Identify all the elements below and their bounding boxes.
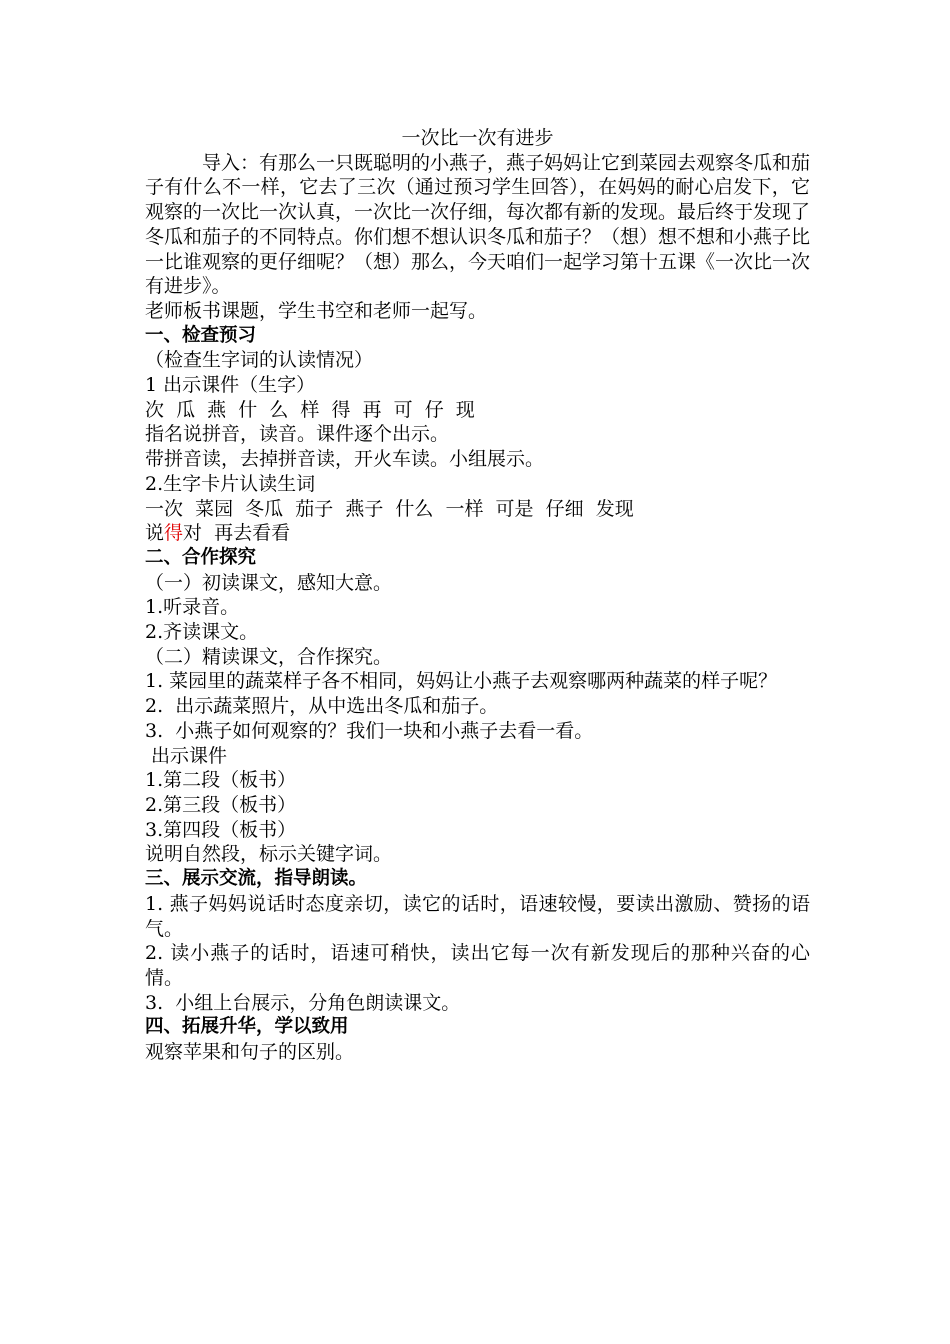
highlighted-character: 得 xyxy=(164,522,184,545)
section2-c3: 3.第四段（板书） xyxy=(145,818,297,841)
section2-p1-1: 1.听录音。 xyxy=(145,596,240,619)
section3-p3: 3. 小组上台展示，分角色朗读课文。 xyxy=(145,991,461,1014)
document-page xyxy=(145,126,810,1065)
section2-p2-3: 3. 小燕子如何观察的？我们一块和小燕子去看一看。 xyxy=(145,719,594,742)
section1-note1: 指名说拼音，读音。课件逐个出示。 xyxy=(145,423,450,446)
section2-c1: 1.第二段（板书） xyxy=(145,769,297,792)
section2-part1: （一）初读课文，感知大意。 xyxy=(145,571,393,594)
section1-item1: 1 出示课件（生字） xyxy=(145,374,316,397)
section-heading-3: 三、展示交流，指导朗读。 xyxy=(145,868,368,890)
words2-pre: 说 xyxy=(145,522,165,545)
section2-p2-2: 2. 出示蔬菜照片，从中选出冬瓜和茄子。 xyxy=(145,695,499,718)
new-words: 一次 菜园 冬瓜 茄子 燕子 什么 一样 可是 仔细 发现 xyxy=(145,497,634,520)
words2-post: 对 再去看看 xyxy=(183,522,291,545)
section1-item2: 2.生字卡片认读生词 xyxy=(145,472,316,495)
section-heading-1: 一、检查预习 xyxy=(145,324,257,346)
document-title: 一次比一次有进步 xyxy=(401,127,554,149)
section2-explain: 说明自然段，标示关键字词。 xyxy=(145,843,393,866)
section1-sub: （检查生字词的认读情况） xyxy=(145,349,374,372)
section3-p1: 1. 燕子妈妈说话时态度亲切，读它的话时，语速较慢，要读出激励、赞扬的语气。 xyxy=(145,892,810,940)
new-characters: 次 瓜 燕 什 么 样 得 再 可 仔 现 xyxy=(145,398,475,421)
section2-courseware: 出示课件 xyxy=(145,744,228,767)
section2-part2: （二）精读课文，合作探究。 xyxy=(145,645,393,668)
section3-p2: 2. 读小燕子的话时，语速可稍快，读出它每一次有新发现后的那种兴奋的心情。 xyxy=(145,942,810,989)
board-note: 老师板书课题，学生书空和老师一起写。 xyxy=(145,299,488,322)
section2-p2-1: 1. 菜园里的蔬菜样子各不相同，妈妈让小燕子去观察哪两种蔬菜的样子呢？ xyxy=(145,670,778,693)
section4-p1: 观察苹果和句子的区别。 xyxy=(145,1041,355,1064)
section-heading-2: 二、合作探究 xyxy=(145,546,257,568)
section1-note2: 带拼音读，去掉拼音读，开火车读。小组展示。 xyxy=(145,448,545,471)
section2-p1-2: 2.齐读课文。 xyxy=(145,621,259,644)
section-heading-4: 四、拓展升华，学以致用 xyxy=(145,1016,349,1038)
section2-c2: 2.第三段（板书） xyxy=(145,793,297,816)
new-words-2 xyxy=(145,521,810,546)
intro-paragraph: 导入：有那么一只既聪明的小燕子，燕子妈妈让它到菜园去观察冬瓜和茄子有什么不一样，它去了三次（通过预习学生回答），在妈妈的耐心启发下，它观察的一次比一次认真，一次比一次仔细，每次都有新的发现。最后终于发现了冬瓜和茄子的不同特点。你们想不想认识冬瓜和茄子？（想）想不想和小燕子比一比谁观察的更仔细呢？（想）那么，今天咱们一起学习第十五课《一次比一次有进步》。 xyxy=(145,151,811,298)
